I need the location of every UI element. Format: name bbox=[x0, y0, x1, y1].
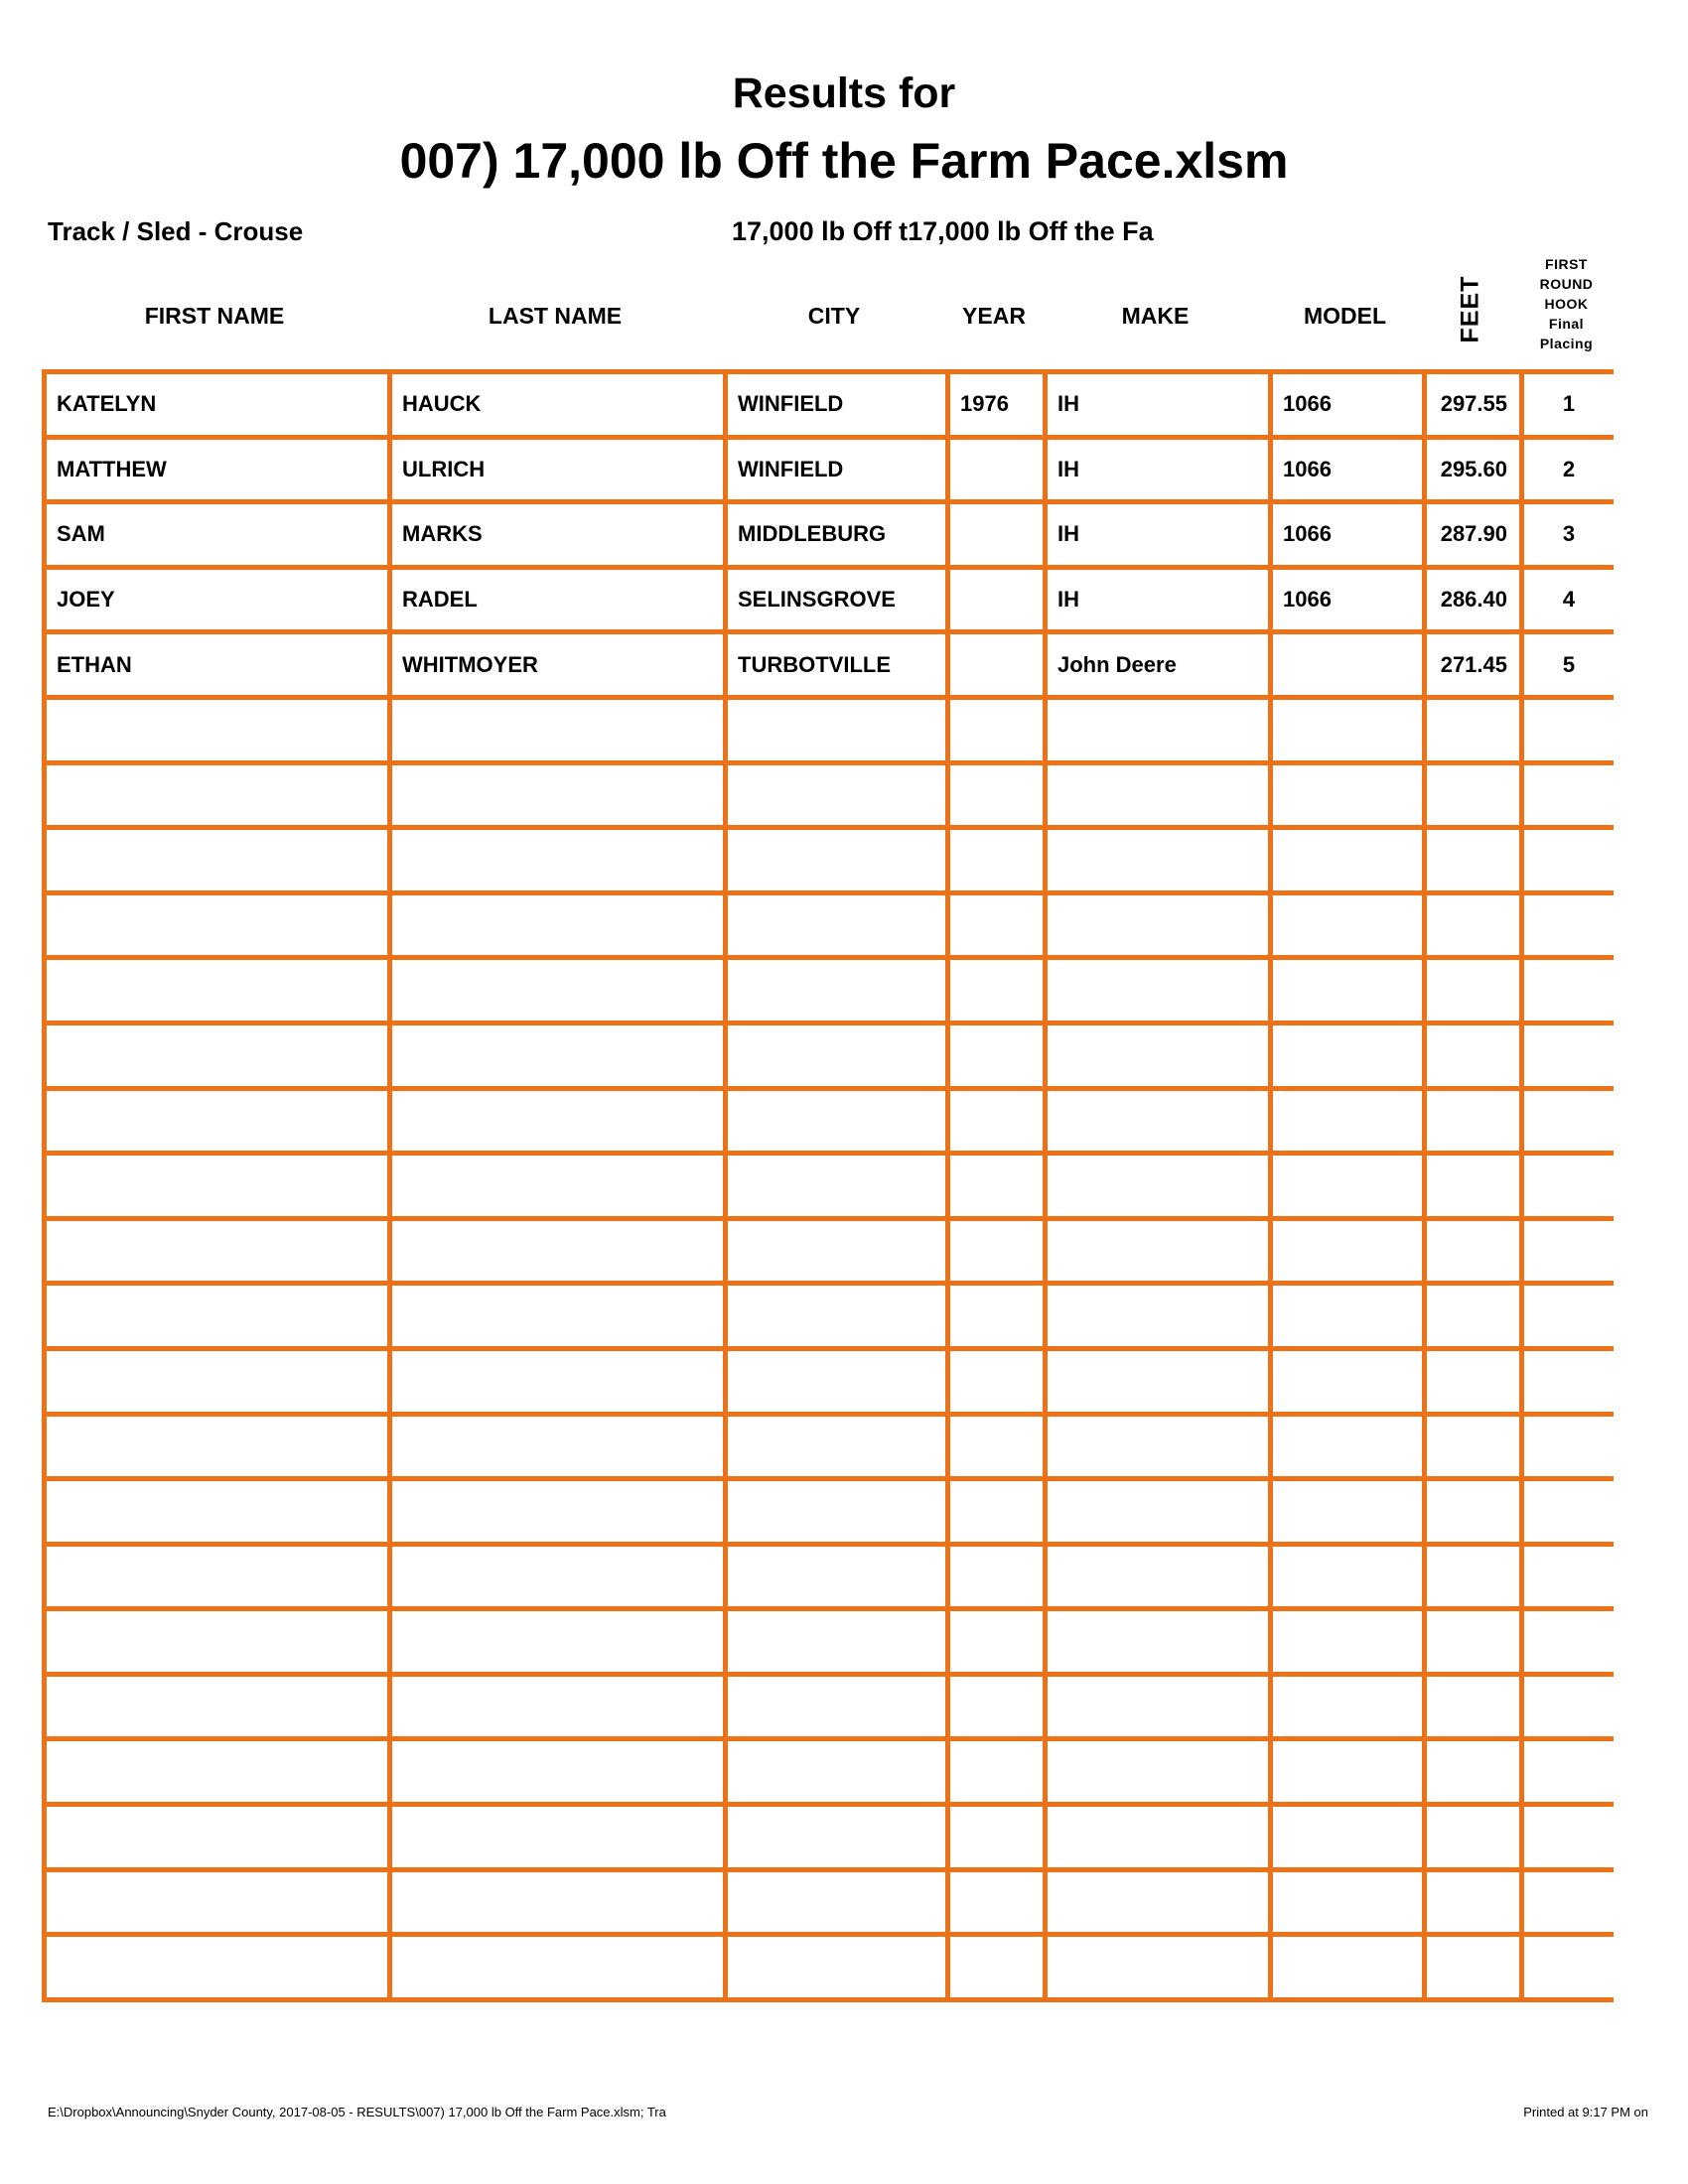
cell-make: IH bbox=[1043, 504, 1268, 565]
cell-city: WINFIELD bbox=[723, 374, 945, 435]
cell-model bbox=[1268, 1611, 1422, 1672]
cell-first-name bbox=[42, 1611, 387, 1672]
table-row bbox=[42, 1807, 1614, 1872]
cell-make: IH bbox=[1043, 570, 1268, 630]
cell-make bbox=[1043, 1611, 1268, 1672]
cell-make bbox=[1043, 765, 1268, 826]
table-row bbox=[42, 765, 1614, 831]
cell-feet bbox=[1422, 1937, 1519, 1997]
cell-last-name bbox=[387, 1937, 723, 1997]
cell-first-name bbox=[42, 1937, 387, 1997]
cell-last-name bbox=[387, 765, 723, 826]
cell-city bbox=[723, 895, 945, 956]
cell-first-name bbox=[42, 1221, 387, 1282]
table-row bbox=[42, 1156, 1614, 1221]
table-row bbox=[42, 504, 1614, 570]
table-row bbox=[42, 634, 1614, 700]
cell-last-name bbox=[387, 1091, 723, 1152]
cell-placing bbox=[1519, 1156, 1614, 1216]
cell-year bbox=[945, 1872, 1043, 1933]
cell-city bbox=[723, 700, 945, 760]
cell-placing bbox=[1519, 830, 1614, 890]
column-header-city: CITY bbox=[807, 303, 861, 329]
cell-placing bbox=[1519, 1351, 1614, 1412]
cell-model bbox=[1268, 1025, 1422, 1086]
cell-last-name bbox=[387, 1351, 723, 1412]
cell-first-name: SAM bbox=[42, 504, 387, 565]
cell-make bbox=[1043, 1351, 1268, 1412]
cell-first-name bbox=[42, 1677, 387, 1737]
cell-first-name bbox=[42, 1741, 387, 1802]
cell-placing bbox=[1519, 1221, 1614, 1282]
cell-placing: 2 bbox=[1519, 440, 1614, 500]
table-row bbox=[42, 1611, 1614, 1677]
cell-model bbox=[1268, 1677, 1422, 1737]
cell-last-name bbox=[387, 1221, 723, 1282]
cell-model bbox=[1268, 1547, 1422, 1607]
cell-city bbox=[723, 1091, 945, 1152]
table-row bbox=[42, 1872, 1614, 1938]
cell-first-name bbox=[42, 1156, 387, 1216]
cell-feet: 297.55 bbox=[1422, 374, 1519, 435]
placing-header-line: ROUND bbox=[1539, 276, 1594, 292]
cell-feet: 295.60 bbox=[1422, 440, 1519, 500]
cell-placing: 4 bbox=[1519, 570, 1614, 630]
cell-last-name: WHITMOYER bbox=[387, 634, 723, 695]
cell-city bbox=[723, 765, 945, 826]
cell-model: 1066 bbox=[1268, 440, 1422, 500]
cell-feet bbox=[1422, 1351, 1519, 1412]
cell-make bbox=[1043, 1872, 1268, 1933]
class-name-left: 17,000 lb Off t bbox=[732, 216, 909, 246]
cell-feet bbox=[1422, 1156, 1519, 1216]
cell-first-name: ETHAN bbox=[42, 634, 387, 695]
column-header-placing bbox=[1519, 254, 1614, 353]
cell-feet bbox=[1422, 1677, 1519, 1737]
table-row bbox=[42, 1091, 1614, 1157]
cell-last-name: RADEL bbox=[387, 570, 723, 630]
table-row bbox=[42, 1417, 1614, 1482]
column-header-make: MAKE bbox=[1121, 303, 1190, 329]
cell-model bbox=[1268, 1872, 1422, 1933]
cell-last-name bbox=[387, 1741, 723, 1802]
cell-make bbox=[1043, 895, 1268, 956]
cell-last-name bbox=[387, 1872, 723, 1933]
cell-model bbox=[1268, 1937, 1422, 1997]
cell-feet bbox=[1422, 1417, 1519, 1477]
cell-year bbox=[945, 1807, 1043, 1867]
cell-model bbox=[1268, 960, 1422, 1021]
table-row bbox=[42, 700, 1614, 765]
cell-feet bbox=[1422, 830, 1519, 890]
cell-year bbox=[945, 830, 1043, 890]
cell-model bbox=[1268, 1091, 1422, 1152]
table-row bbox=[42, 1547, 1614, 1612]
cell-placing: 3 bbox=[1519, 504, 1614, 565]
cell-year bbox=[945, 440, 1043, 500]
cell-placing bbox=[1519, 1807, 1614, 1867]
cell-model bbox=[1268, 1221, 1422, 1282]
cell-city bbox=[723, 1417, 945, 1477]
cell-last-name bbox=[387, 1547, 723, 1607]
class-name-right: 17,000 lb Off the Fa bbox=[908, 216, 1154, 246]
cell-feet bbox=[1422, 1741, 1519, 1802]
cell-city: TURBOTVILLE bbox=[723, 634, 945, 695]
cell-make: IH bbox=[1043, 440, 1268, 500]
cell-placing: 5 bbox=[1519, 634, 1614, 695]
table-row bbox=[42, 1481, 1614, 1547]
table-row bbox=[42, 895, 1614, 961]
cell-year bbox=[945, 1351, 1043, 1412]
cell-feet bbox=[1422, 1481, 1519, 1542]
table-row bbox=[42, 960, 1614, 1025]
cell-first-name bbox=[42, 1872, 387, 1933]
cell-model bbox=[1268, 700, 1422, 760]
cell-make bbox=[1043, 1937, 1268, 1997]
cell-model bbox=[1268, 1156, 1422, 1216]
table-row bbox=[42, 1741, 1614, 1807]
cell-placing bbox=[1519, 1741, 1614, 1802]
cell-placing: 1 bbox=[1519, 374, 1614, 435]
cell-city bbox=[723, 1872, 945, 1933]
cell-feet bbox=[1422, 1091, 1519, 1152]
cell-make: IH bbox=[1043, 374, 1268, 435]
cell-make bbox=[1043, 830, 1268, 890]
cell-first-name bbox=[42, 1481, 387, 1542]
cell-first-name bbox=[42, 895, 387, 956]
cell-last-name bbox=[387, 1611, 723, 1672]
placing-header-line: Final bbox=[1548, 316, 1585, 332]
results-table bbox=[42, 369, 1614, 2002]
cell-first-name bbox=[42, 765, 387, 826]
cell-placing bbox=[1519, 1937, 1614, 1997]
cell-feet bbox=[1422, 1611, 1519, 1672]
column-header-feet bbox=[1422, 260, 1519, 357]
cell-feet: 271.45 bbox=[1422, 634, 1519, 695]
cell-make bbox=[1043, 1091, 1268, 1152]
cell-placing bbox=[1519, 765, 1614, 826]
cell-city bbox=[723, 1741, 945, 1802]
cell-city bbox=[723, 1937, 945, 1997]
cell-city bbox=[723, 1481, 945, 1542]
cell-placing bbox=[1519, 1286, 1614, 1346]
placing-header-line: FIRST bbox=[1545, 256, 1588, 272]
cell-last-name bbox=[387, 895, 723, 956]
cell-model bbox=[1268, 1807, 1422, 1867]
cell-city bbox=[723, 1025, 945, 1086]
cell-first-name bbox=[42, 700, 387, 760]
cell-last-name bbox=[387, 1807, 723, 1867]
footer-printed-time: Printed at 9:17 PM on bbox=[1523, 2105, 1648, 2119]
table-row bbox=[42, 1351, 1614, 1417]
placing-header-line: HOOK bbox=[1544, 296, 1589, 312]
cell-first-name bbox=[42, 1547, 387, 1607]
cell-first-name bbox=[42, 1417, 387, 1477]
placing-header-line: Placing bbox=[1539, 336, 1594, 351]
cell-year bbox=[945, 1025, 1043, 1086]
cell-make bbox=[1043, 1677, 1268, 1737]
cell-city bbox=[723, 1547, 945, 1607]
cell-make bbox=[1043, 700, 1268, 760]
cell-first-name: JOEY bbox=[42, 570, 387, 630]
cell-model: 1066 bbox=[1268, 570, 1422, 630]
cell-placing bbox=[1519, 1547, 1614, 1607]
cell-model bbox=[1268, 634, 1422, 695]
cell-year bbox=[945, 1221, 1043, 1282]
cell-year bbox=[945, 570, 1043, 630]
cell-year bbox=[945, 634, 1043, 695]
cell-placing bbox=[1519, 960, 1614, 1021]
cell-last-name bbox=[387, 1481, 723, 1542]
cell-year bbox=[945, 1481, 1043, 1542]
footer-file-path: E:\Dropbox\Announcing\Snyder County, 2017-08-05 - RESULTS\007) 17,000 lb Off the Farm Pace.xlsm; Tra bbox=[48, 2105, 666, 2119]
table-row bbox=[42, 374, 1614, 440]
page-title: Results for bbox=[732, 69, 956, 117]
cell-last-name bbox=[387, 960, 723, 1021]
cell-model bbox=[1268, 765, 1422, 826]
cell-model bbox=[1268, 1286, 1422, 1346]
cell-year bbox=[945, 1091, 1043, 1152]
cell-feet: 287.90 bbox=[1422, 504, 1519, 565]
cell-placing bbox=[1519, 1677, 1614, 1737]
cell-placing bbox=[1519, 1417, 1614, 1477]
cell-year bbox=[945, 1937, 1043, 1997]
cell-year bbox=[945, 1156, 1043, 1216]
cell-last-name bbox=[387, 1677, 723, 1737]
cell-city bbox=[723, 830, 945, 890]
cell-placing bbox=[1519, 895, 1614, 956]
cell-feet bbox=[1422, 1807, 1519, 1867]
table-row bbox=[42, 1221, 1614, 1287]
cell-last-name bbox=[387, 700, 723, 760]
cell-make bbox=[1043, 1156, 1268, 1216]
cell-city bbox=[723, 1351, 945, 1412]
cell-year bbox=[945, 504, 1043, 565]
cell-feet: 286.40 bbox=[1422, 570, 1519, 630]
cell-model bbox=[1268, 1741, 1422, 1802]
cell-placing bbox=[1519, 1872, 1614, 1933]
cell-first-name: KATELYN bbox=[42, 374, 387, 435]
cell-make bbox=[1043, 1741, 1268, 1802]
cell-year bbox=[945, 700, 1043, 760]
column-header-model: MODEL bbox=[1303, 303, 1387, 329]
cell-city bbox=[723, 1677, 945, 1737]
class-name-label bbox=[732, 216, 1154, 247]
cell-year bbox=[945, 1547, 1043, 1607]
cell-year bbox=[945, 1611, 1043, 1672]
table-row bbox=[42, 440, 1614, 505]
cell-last-name: HAUCK bbox=[387, 374, 723, 435]
cell-first-name bbox=[42, 960, 387, 1021]
cell-year bbox=[945, 895, 1043, 956]
cell-last-name bbox=[387, 1286, 723, 1346]
cell-first-name bbox=[42, 1286, 387, 1346]
cell-year bbox=[945, 765, 1043, 826]
cell-last-name bbox=[387, 1156, 723, 1216]
cell-city bbox=[723, 1807, 945, 1867]
column-header-first-name: FIRST NAME bbox=[144, 303, 285, 329]
cell-make bbox=[1043, 1481, 1268, 1542]
cell-last-name bbox=[387, 1417, 723, 1477]
table-row bbox=[42, 830, 1614, 895]
cell-model bbox=[1268, 1351, 1422, 1412]
cell-first-name bbox=[42, 1025, 387, 1086]
cell-year bbox=[945, 1417, 1043, 1477]
cell-feet bbox=[1422, 1872, 1519, 1933]
cell-model bbox=[1268, 830, 1422, 890]
table-row bbox=[42, 570, 1614, 635]
table-row bbox=[42, 1025, 1614, 1091]
cell-feet bbox=[1422, 895, 1519, 956]
cell-city bbox=[723, 1286, 945, 1346]
cell-city bbox=[723, 1156, 945, 1216]
cell-city: WINFIELD bbox=[723, 440, 945, 500]
column-header-year: YEAR bbox=[962, 303, 1026, 329]
cell-year: 1976 bbox=[945, 374, 1043, 435]
cell-model: 1066 bbox=[1268, 504, 1422, 565]
cell-make: John Deere bbox=[1043, 634, 1268, 695]
cell-city: MIDDLEBURG bbox=[723, 504, 945, 565]
cell-first-name bbox=[42, 1351, 387, 1412]
cell-model: 1066 bbox=[1268, 374, 1422, 435]
cell-city bbox=[723, 1221, 945, 1282]
cell-city: SELINSGROVE bbox=[723, 570, 945, 630]
cell-feet bbox=[1422, 1221, 1519, 1282]
cell-city bbox=[723, 1611, 945, 1672]
table-row bbox=[42, 1677, 1614, 1742]
cell-model bbox=[1268, 1481, 1422, 1542]
cell-make bbox=[1043, 1807, 1268, 1867]
cell-last-name bbox=[387, 1025, 723, 1086]
cell-placing bbox=[1519, 1481, 1614, 1542]
cell-year bbox=[945, 1741, 1043, 1802]
table-row bbox=[42, 1286, 1614, 1351]
file-title: 007) 17,000 lb Off the Farm Pace.xlsm bbox=[399, 133, 1289, 189]
cell-placing bbox=[1519, 1091, 1614, 1152]
cell-first-name: MATTHEW bbox=[42, 440, 387, 500]
feet-rotated-label: FEET bbox=[1456, 275, 1484, 342]
cell-placing bbox=[1519, 1611, 1614, 1672]
cell-city bbox=[723, 960, 945, 1021]
column-header-last-name: LAST NAME bbox=[488, 303, 623, 329]
cell-feet bbox=[1422, 1547, 1519, 1607]
cell-feet bbox=[1422, 700, 1519, 760]
cell-year bbox=[945, 1286, 1043, 1346]
cell-feet bbox=[1422, 765, 1519, 826]
cell-first-name bbox=[42, 830, 387, 890]
cell-first-name bbox=[42, 1807, 387, 1867]
table-row bbox=[42, 1937, 1614, 2002]
cell-placing bbox=[1519, 1025, 1614, 1086]
cell-feet bbox=[1422, 960, 1519, 1021]
track-sled-label: Track / Sled - Crouse bbox=[48, 216, 304, 246]
cell-last-name bbox=[387, 830, 723, 890]
cell-year bbox=[945, 960, 1043, 1021]
cell-first-name bbox=[42, 1091, 387, 1152]
cell-make bbox=[1043, 1221, 1268, 1282]
cell-model bbox=[1268, 1417, 1422, 1477]
cell-last-name: MARKS bbox=[387, 504, 723, 565]
cell-make bbox=[1043, 1286, 1268, 1346]
cell-feet bbox=[1422, 1025, 1519, 1086]
cell-make bbox=[1043, 1547, 1268, 1607]
cell-make bbox=[1043, 1025, 1268, 1086]
cell-make bbox=[1043, 1417, 1268, 1477]
cell-last-name: ULRICH bbox=[387, 440, 723, 500]
cell-feet bbox=[1422, 1286, 1519, 1346]
cell-model bbox=[1268, 895, 1422, 956]
cell-make bbox=[1043, 960, 1268, 1021]
cell-placing bbox=[1519, 700, 1614, 760]
cell-year bbox=[945, 1677, 1043, 1737]
